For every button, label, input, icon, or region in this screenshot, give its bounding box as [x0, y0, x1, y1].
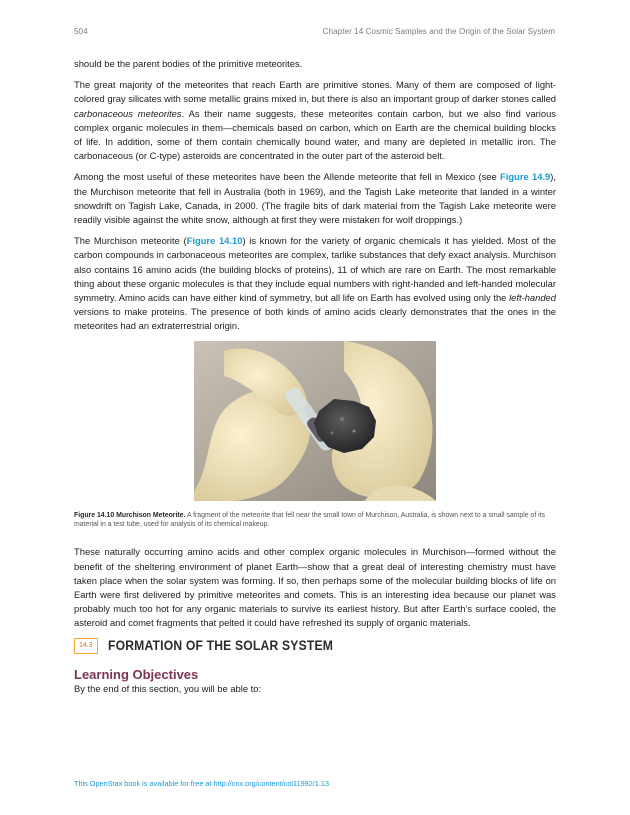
learning-objectives-intro — [74, 682, 556, 696]
murchison-meteorite-photo — [194, 341, 436, 501]
learning-objectives-heading: Learning Objectives — [74, 666, 199, 682]
paragraph-3-text-b: ) is known for the variety of organic chemicals it has yielded. Most of the carbon compounds in carbonaceous meteorites are complex, tarlike substances that defy exact analysis. Murchison also contains 16 amino acids (the building blocks of proteins), 11 of which are rare on Earth. The most remarkable thing about these organic molecules is that they include equal numbers with right-handed and left-handed molecular symmetry. Amino acids can have either kind of symmetry, but all life on Earth has evolved using only the — [74, 235, 557, 304]
section-number-badge: 14.3 — [74, 638, 98, 654]
term-left-handed: left-handed — [509, 292, 556, 304]
paragraph-0 — [74, 57, 556, 71]
section-title: FORMATION OF THE SOLAR SYSTEM — [107, 638, 333, 654]
figure-caption-text: A fragment of the meteorite that fell near the small town of Murchison, Australia, is shown next to a small sample of its material in a test tube, used for analysis of its chemical makeup. — [74, 511, 546, 529]
figure-caption — [74, 511, 556, 530]
paragraph-2-text-b: ), the Murchison meteorite that fell in Australia (both in 1969), and the Tagish Lake meteorite that landed in a winter snowdrift on Tagish Lake, Canada, in 2000. (The fragile bits of dark material from the Tagish Lake meteorite were readily visible against the white snow, although at first they were mistaken for wolf droppings.) — [74, 171, 557, 226]
paragraph-2 — [74, 170, 556, 227]
paragraph-4 — [74, 545, 556, 630]
paragraph-3 — [74, 234, 556, 333]
paragraph-2-text-a: Among the most useful of these meteorites have been the Allende meteorite that fell in Mexico (see — [74, 171, 501, 183]
page-number: 504 — [74, 27, 88, 36]
paragraph-4-text: These naturally occurring amino acids and other complex organic molecules in Murchison—formed without the benefit of the sheltering environment of planet Earth—show that a great deal of interesting chemistry must have taken place when the solar system was forming. If so, then perhaps some of the molecular building blocks of life on Earth were first delivered by primitive meteorites and comets. This is an interesting idea because our planet was probably much too hot for any organic materials to survive its earliest history. But after Earth’s surface cooled, the asteroid and comet fragments that pelted it could have refreshed its supply of organic materials. — [74, 546, 556, 629]
meteorite-illustration — [194, 341, 436, 501]
page-content — [74, 57, 556, 703]
paragraph-3-text-c: versions to make proteins. The presence of both kinds of amino acids clearly demonstrates that the ones in the meteorites had an extraterrestrial origin. — [74, 306, 556, 332]
figure-14-10-link[interactable]: Figure 14.10 — [186, 235, 243, 247]
figure-14-9-link[interactable]: Figure 14.9 — [500, 171, 551, 183]
term-carbonaceous-meteorites: carbonaceous meteorites — [74, 107, 182, 119]
paragraph-1-text-a: The great majority of the meteorites that reach Earth are primitive stones. Many of them are composed of light-colored gray silicates with some metallic grains mixed in, but there is also an important group of darker stones called — [74, 79, 556, 105]
page-footer[interactable]: This OpenStax book is available for free at http://cnx.org/content/col11992/1.13 — [74, 779, 330, 788]
paragraph-3-text-a: The Murchison meteorite ( — [74, 235, 187, 247]
paragraph-1 — [74, 78, 556, 163]
chapter-title: Chapter 14 Cosmic Samples and the Origin of the Solar System — [322, 27, 555, 36]
figure-label: Figure 14.10 Murchison Meteorite. — [74, 511, 186, 519]
paragraph-1-text-b: . As their name suggests, these meteorites contain carbon, but we also find various complex organic molecules in them—chemicals based on carbon, which on Earth are the chemical building blocks of life. In addition, some of them contain chemically bound water, and many are depleted in metallic iron. The carbonaceous (or C-type) asteroids are concentrated in the outer part of the asteroid belt. — [74, 107, 556, 162]
paragraph-0-text: should be the parent bodies of the primitive meteorites. — [74, 58, 303, 69]
learning-objectives-intro-text: By the end of this section, you will be able to: — [74, 682, 262, 694]
section-heading — [74, 638, 556, 654]
